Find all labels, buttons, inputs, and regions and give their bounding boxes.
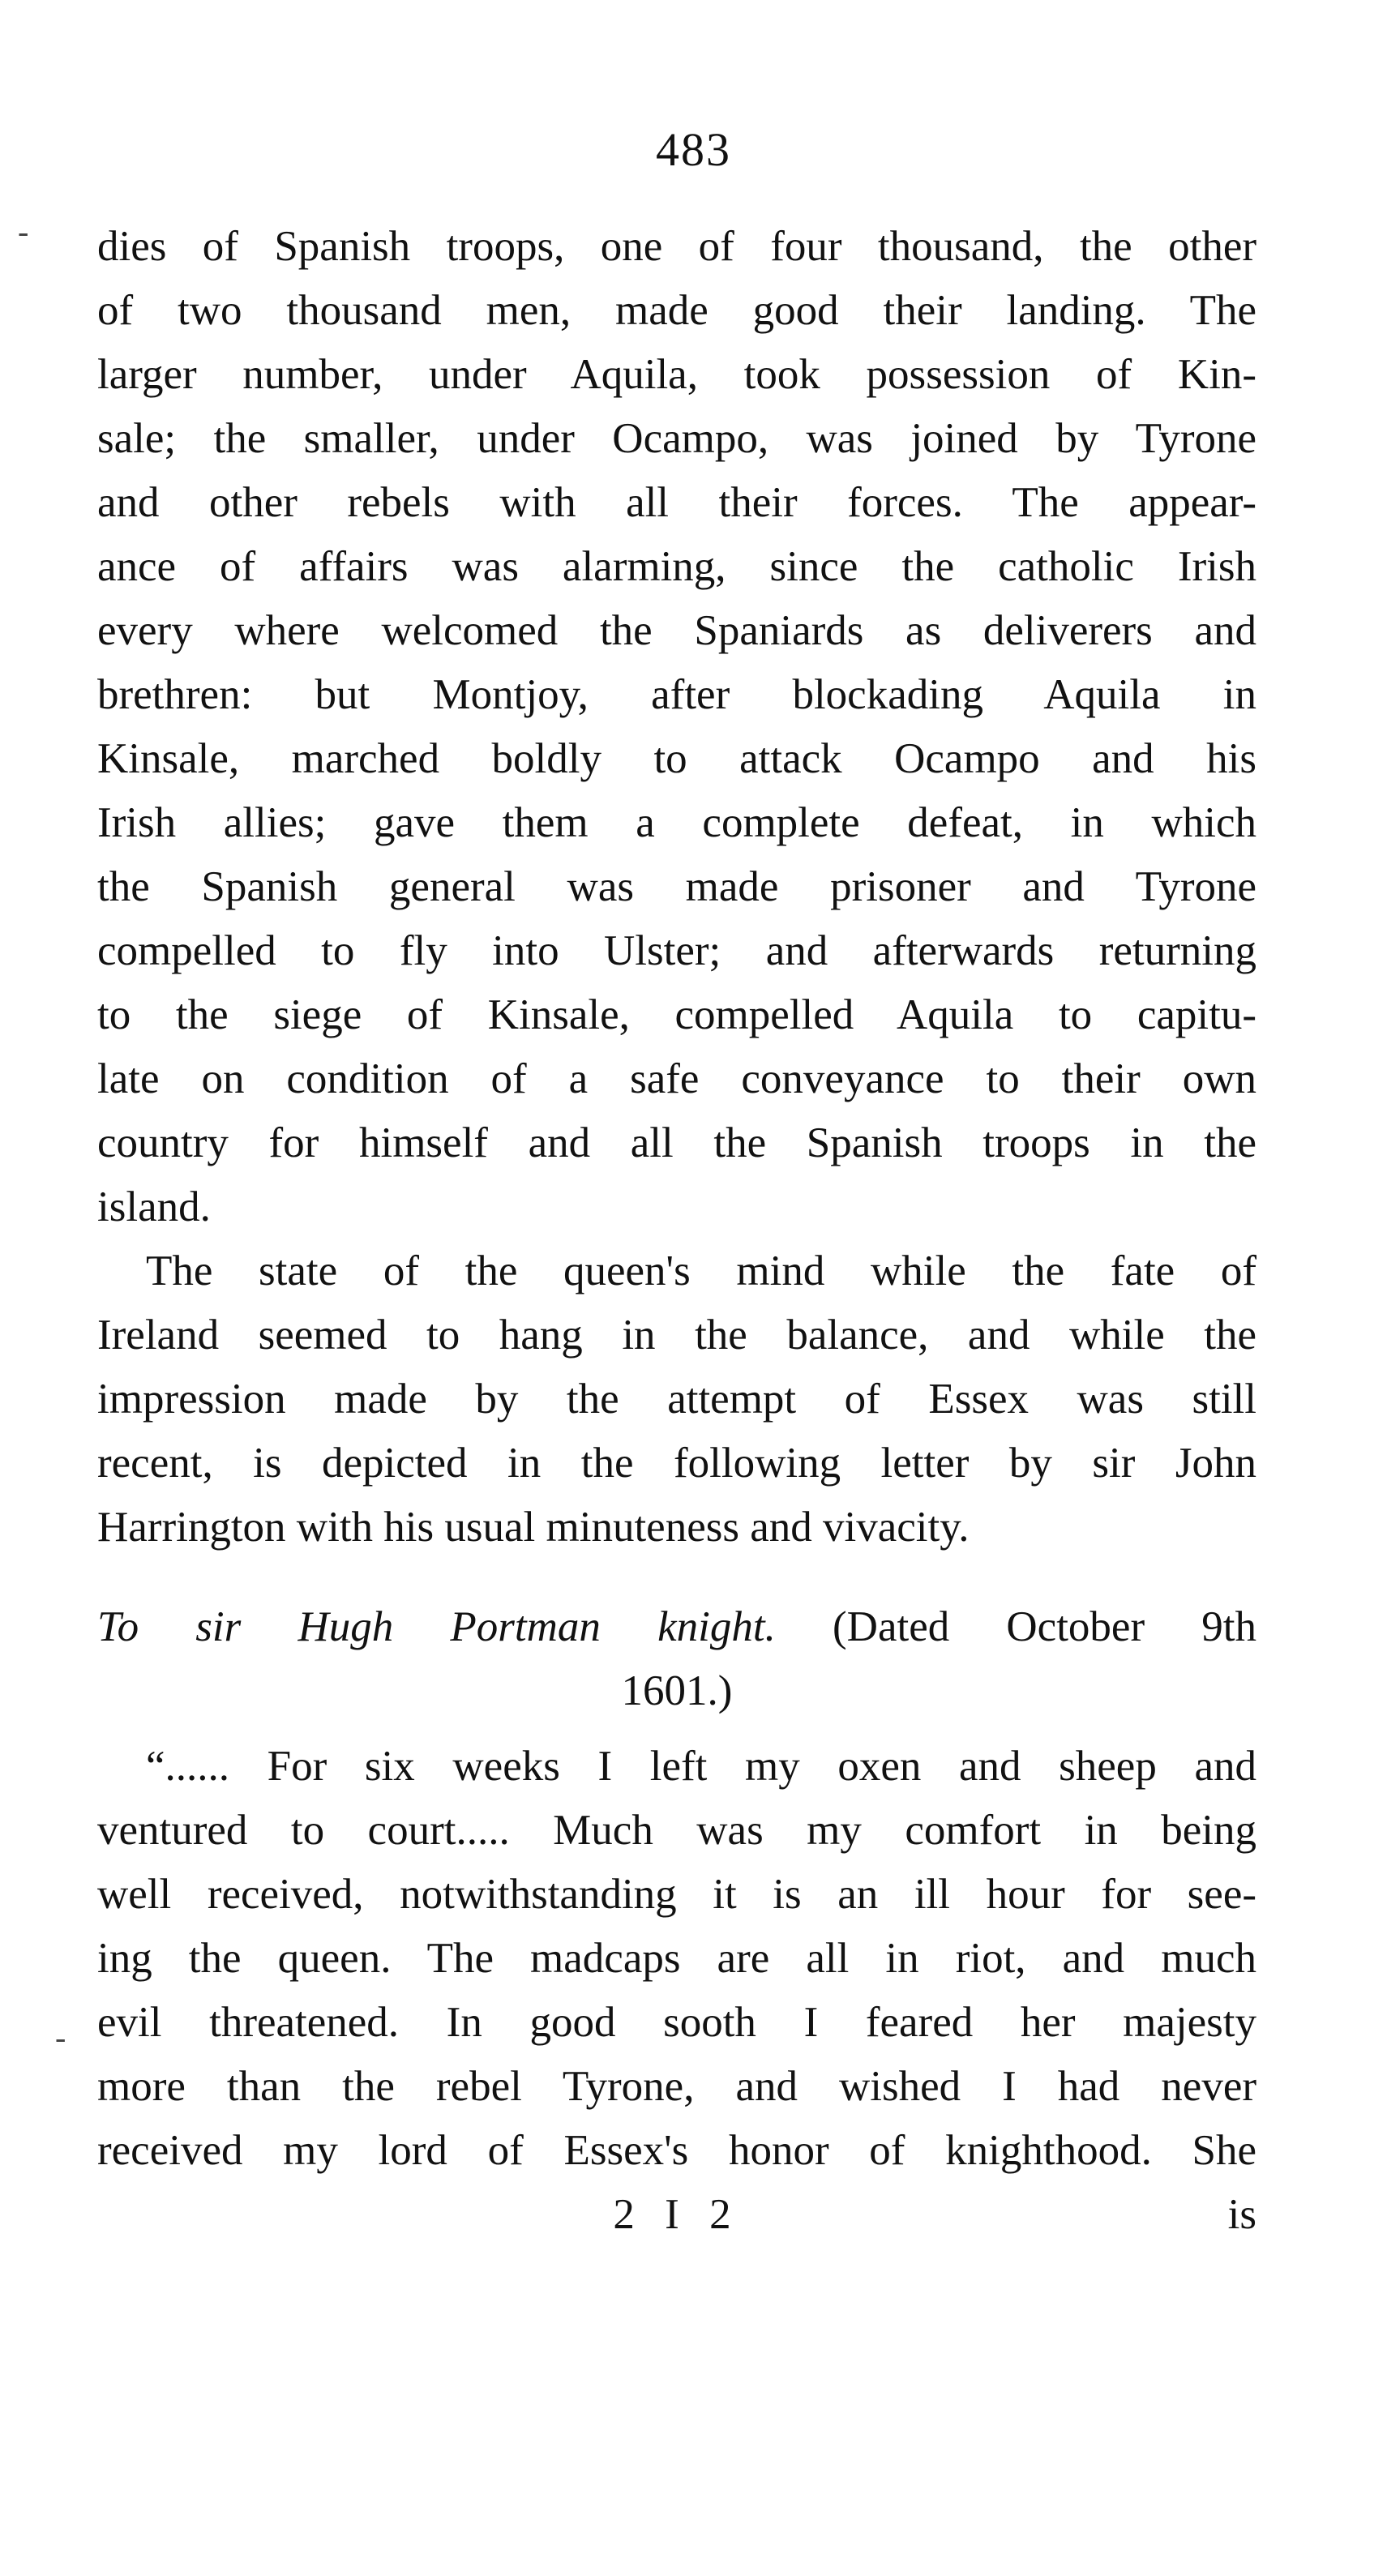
text-line: larger number, under Aquila, took possession of Kin- [97, 351, 1256, 398]
text-line: ance of affairs was alarming, since the catholic Irish [97, 543, 1256, 590]
text-line: country for himself and all the Spanish troops in the [97, 1119, 1256, 1166]
margin-mark: - [18, 213, 29, 250]
text-line: late on condition of a safe conveyance to their own [97, 1055, 1256, 1102]
text-line: to the siege of Kinsale, compelled Aquila to capitu- [97, 991, 1256, 1038]
letter-date-continued: 1601.) [621, 1667, 733, 1714]
spacer [97, 1723, 1256, 1735]
text-line: and other rebels with all their forces. The appear- [97, 479, 1256, 526]
printer-signature: 2 I 2 [613, 2191, 741, 2238]
letter-heading-line [97, 1595, 1256, 1659]
spacer [97, 1560, 1256, 1595]
text-line: the Spanish general was made prisoner and Tyrone [97, 863, 1256, 910]
text-line: Kinsale, marched boldly to attack Ocampo and his [97, 735, 1256, 782]
text-line: received my lord of Essex's honor of knighthood. She [97, 2127, 1256, 2174]
page-footer [97, 2183, 1256, 2247]
text-line: The state of the queen's mind while the fate of [146, 1247, 1256, 1294]
page-number: 483 [656, 123, 731, 176]
text-line: brethren: but Montjoy, after blockading Aquila in [97, 671, 1256, 718]
letter-addressee: To sir Hugh Portman knight. [97, 1603, 776, 1650]
text-line: island. [97, 1183, 211, 1230]
paragraph [97, 1735, 1256, 2183]
text-line: recent, is depicted in the following letter by sir John [97, 1440, 1256, 1487]
text-line: compelled to fly into Ulster; and afterwards returning [97, 927, 1256, 974]
text-line: well received, notwithstanding it is an ill hour for see- [97, 1871, 1256, 1918]
margin-mark: - [55, 2019, 66, 2056]
text-line: sale; the smaller, under Ocampo, was joined by Tyrone [97, 415, 1256, 462]
text-line: of two thousand men, made good their landing. The [97, 287, 1256, 334]
text-line: ing the queen. The madcaps are all in riot, and much [97, 1935, 1256, 1982]
text-line: Ireland seemed to hang in the balance, and while the [97, 1312, 1256, 1359]
catchword: is [1227, 2191, 1256, 2238]
text-line: every where welcomed the Spaniards as deliverers and [97, 607, 1256, 654]
letter-heading [97, 1595, 1256, 1723]
text-line: impression made by the attempt of Essex was still [97, 1376, 1256, 1423]
text-line: evil threatened. In good sooth I feared her majesty [97, 1999, 1256, 2046]
text-line: “...... For six weeks I left my oxen and sheep and [146, 1743, 1256, 1790]
text-line: dies of Spanish troops, one of four thousand, the other [97, 223, 1256, 270]
text-line: Irish allies; gave them a complete defeat, in which [97, 799, 1256, 846]
text-line: more than the rebel Tyrone, and wished I had never [97, 2063, 1256, 2110]
letter-date: (Dated October 9th [833, 1603, 1257, 1650]
text-line: Harrington with his usual minuteness and vivacity. [97, 1504, 970, 1551]
paragraph [97, 1239, 1256, 1560]
text-line: ventured to court..... Much was my comfort in being [97, 1807, 1256, 1854]
page-body [97, 215, 1256, 2247]
paragraph [97, 215, 1256, 1239]
